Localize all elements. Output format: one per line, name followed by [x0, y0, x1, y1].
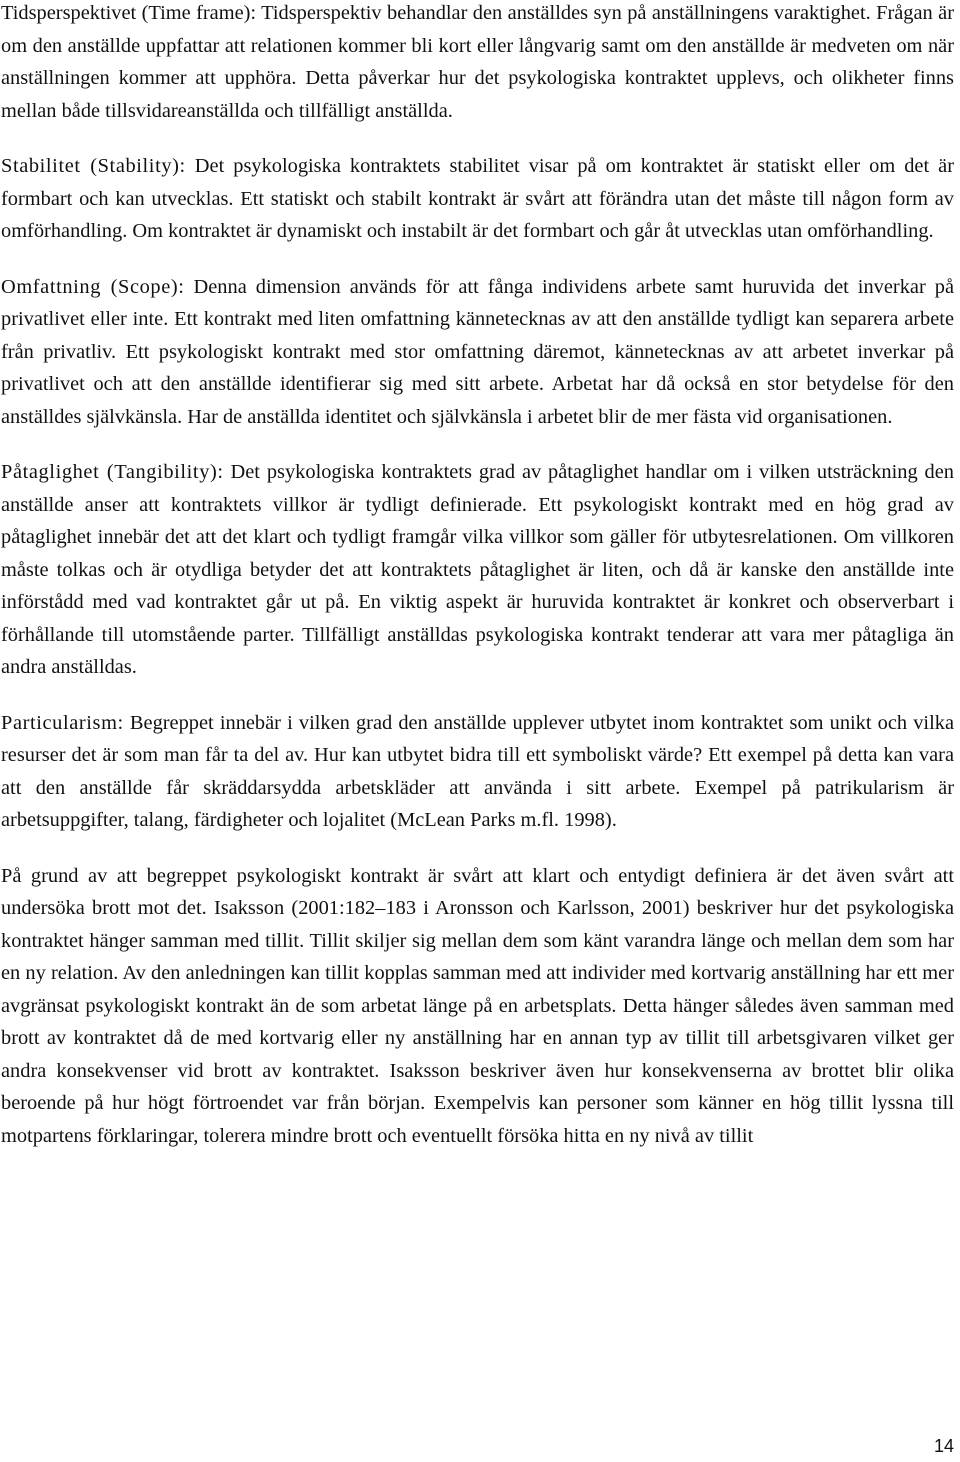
paragraph-text: Det psykologiska kontraktets stabilitet visar på om kontraktet är statiskt eller om det är formbart och kan utvecklas. Ett statiskt och stabilt kontrakt är svårt att förändra utan det måste till någon form av omförhandling. Om kontraktet är dynamiskt och instabilt är det formbart och går åt utvecklas utan omförhandling. — [1, 155, 954, 242]
term-label: Stabilitet (Stability): — [1, 155, 186, 177]
term-label: Påtaglighet (Tangibility): — [1, 461, 224, 483]
paragraph-text: På grund av att begreppet psykologiskt kontrakt är svårt att klart och entydigt definiera är det även svårt att undersöka brott mot det. Isaksson (2001:182–183 i Aronsson och Karlsson, 2001) beskriver hur det psykologiska kontraktet hänger samman med tillit. Tillit skiljer sig mellan dem som känt varandra länge och mellan dem som har en ny relation. Av den anledningen kan tillit kopplas samman med att individer med kortvarig anställning har ett mer avgränsat psykologiskt kontrakt än de som arbetat länge på en arbetsplats. Detta hänger således även samman med brott av kontraktet då de med kortvarig eller ny anställning har en annan typ av tillit till arbetsgivaren vilket ger andra konsekvenser vid brott av kontraktet. Isaksson beskriver även hur konsekvenserna av brottet blir olika beroende på hur högt förtroendet var från början. Exempelvis kan personer som känner en hög tillit lyssna till motpartens förklaringar, tolerera mindre brott och eventuellt försöka hitta en ny nivå av tillit — [1, 864, 954, 1147]
paragraph-text: Denna dimension används för att fånga individens arbete samt huruvida det inverkar på privatlivet eller inte. Ett kontrakt med liten omfattning kännetecknas av att den anställde tydligt kan separera arbete från privatliv. Ett psykologiskt kontrakt med stor omfattning däremot, kännetecknas av att arbetet inverkar på privatlivet och att den anställde identifierar sig med sitt arbete. Arbetat har då också en stor betydelse för den anställdes självkänsla. Har de anställda identitet och självkänsla i arbetet blir de mer fästa vid organisationen. — [1, 275, 954, 428]
document-body — [1, 0, 954, 1175]
paragraph-tangibility — [1, 456, 954, 684]
paragraph-stability — [1, 150, 954, 248]
paragraph-time-frame — [1, 0, 954, 127]
page-number: 14 — [933, 1436, 954, 1456]
term-label: Omfattning (Scope): — [1, 275, 185, 298]
paragraph-text: Tidsperspektivet (Time frame): Tidsperspektiv behandlar den anställdes syn på anställningens varaktighet. Frågan är om den anställde uppfattar att relationen kommer bli kort eller långvarig samt om den anställde är medveten om när anställningen kommer att upphöra. Detta påverkar hur det psykologiska kontraktet upplevs, och olikheter finns mellan både tillsvidareanställda och tillfälligt anställda. — [1, 2, 954, 122]
term-label: Particularism: — [1, 711, 124, 734]
paragraph-trust — [1, 860, 954, 1153]
paragraph-particularism — [1, 707, 954, 837]
paragraph-text: Det psykologiska kontraktets grad av påtaglighet handlar om i vilken utsträckning den anställde anser att kontraktets villkor är tydligt definierade. Ett psykologiskt kontrakt med en hög grad av påtaglighet innebär det att det klart och tydligt framgår vilka villkor som gäller för utbytesrelationen. Om villkoren måste tolkas och är otydliga betyder det att kontraktets påtaglighet är liten, och då är kanske den anställde inte införstådd med vad kontraktet går ut på. En viktig aspekt är huruvida kontraktet är konkret och observerbart i förhållande till utomstående parter. Tillfälligt anställdas psykologiska kontrakt tenderar att vara mer påtagliga än andra anställdas. — [1, 461, 954, 678]
paragraph-text: Begreppet innebär i vilken grad den anställde upplever utbytet inom kontraktet som unikt och vilka resurser det är som man får ta del av. Hur kan utbytet bidra till ett symboliskt värde? Ett exempel på detta kan vara att den anställde får skräddarsydda arbetskläder att använda i sitt arbete. Exempel på patrikularism är arbetsuppgifter, talang, färdigheter och lojalitet (McLean Parks m.fl. 1998). — [1, 711, 954, 831]
paragraph-scope — [1, 271, 954, 434]
